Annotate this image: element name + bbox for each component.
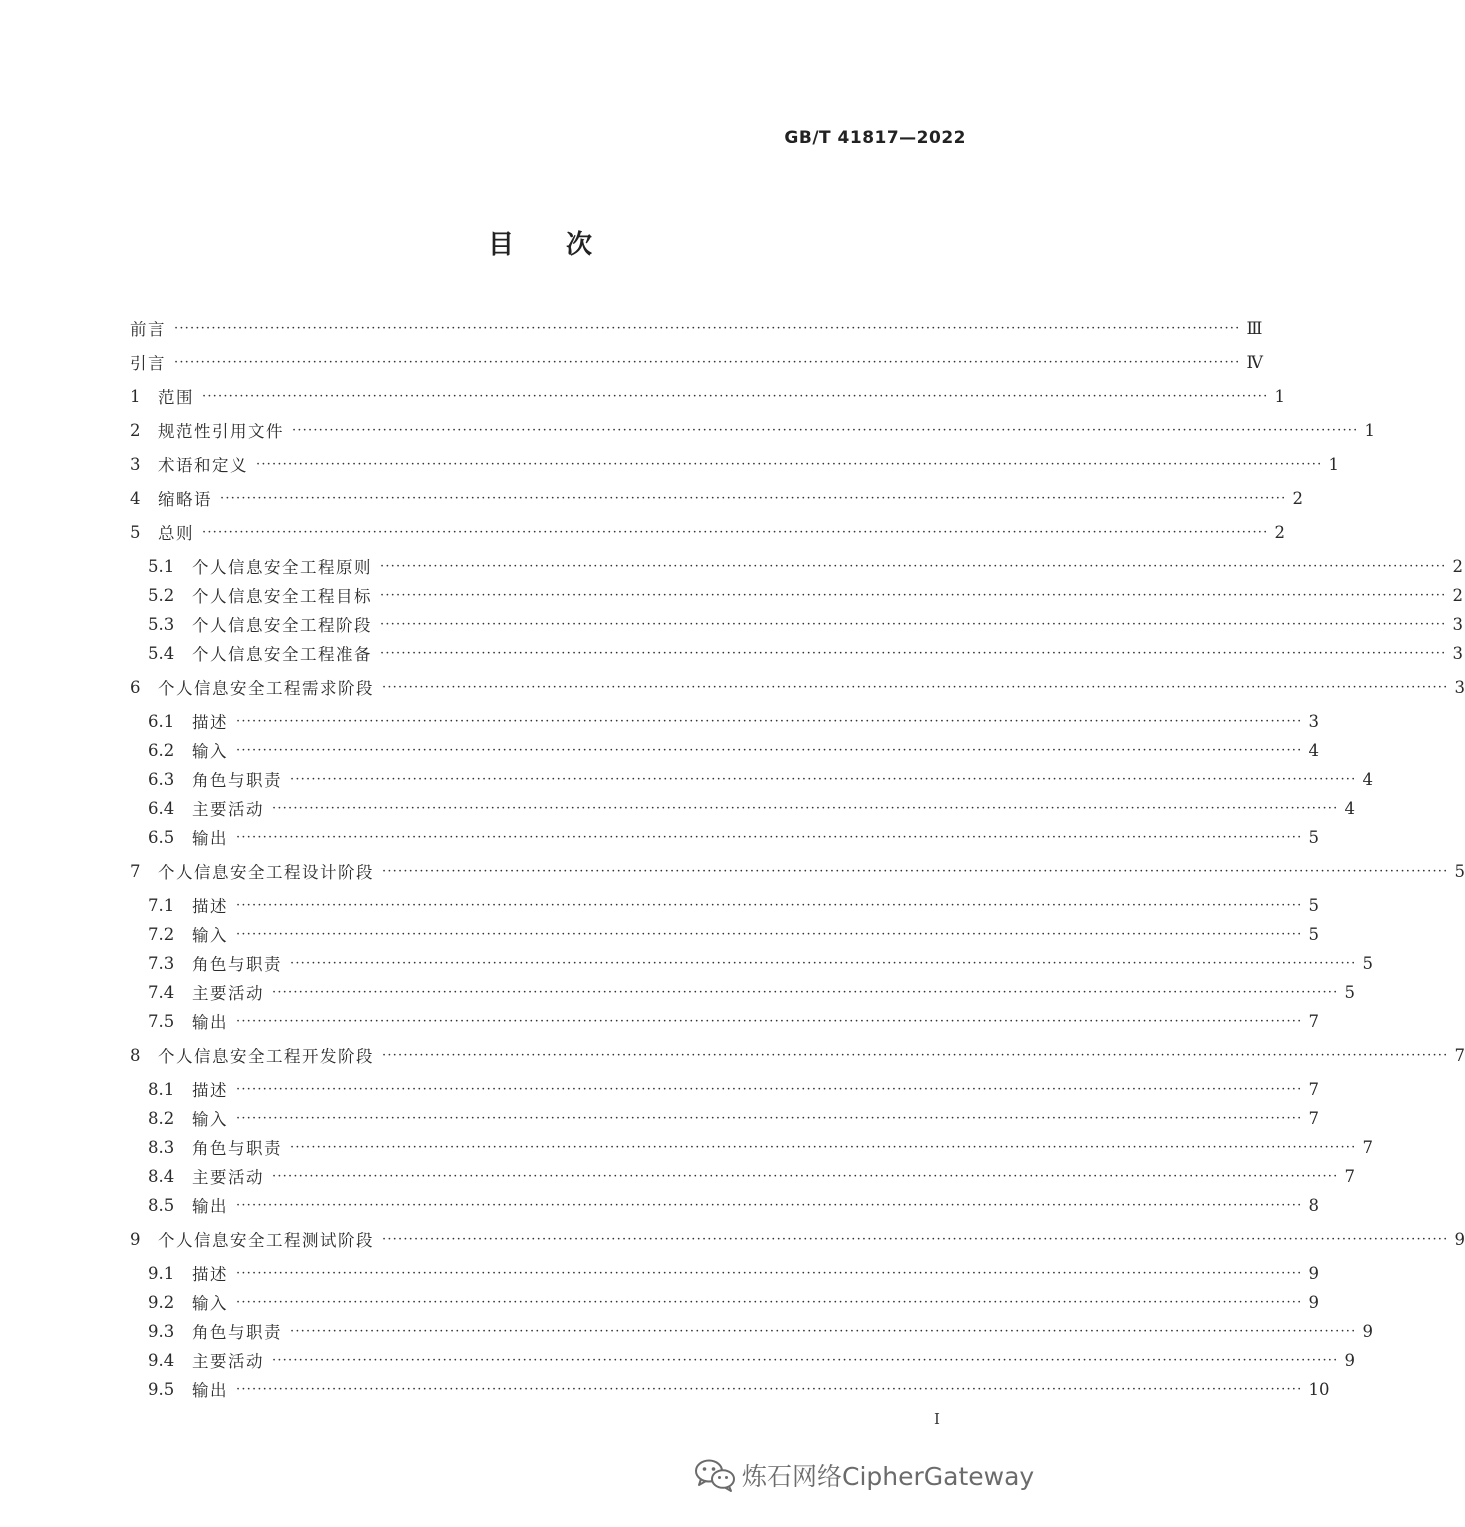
toc-entry[interactable] xyxy=(130,314,1263,342)
toc-leader-dots: ········································································································································································································ xyxy=(272,800,1339,816)
toc-entry-number: 4 xyxy=(130,488,141,508)
toc-entry-number: 6.2 xyxy=(148,740,175,760)
toc-leader-dots: ········································································································································································································ xyxy=(236,1294,1303,1310)
toc-leader-dots: ········································································································································································································ xyxy=(236,713,1303,729)
toc-entry-page: 1 xyxy=(1328,454,1339,474)
toc-entry-number: 7 xyxy=(130,861,141,881)
toc-leader-dots: ········································································································································································································ xyxy=(174,320,1241,336)
toc-entry[interactable] xyxy=(148,1288,1319,1316)
toc-leader-dots: ········································································································································································································ xyxy=(256,456,1323,472)
watermark xyxy=(694,1457,1034,1493)
toc-entry-page: 7 xyxy=(1308,1108,1319,1128)
toc-entry[interactable] xyxy=(148,707,1319,735)
toc-entry-label: 角色与职责 xyxy=(192,1139,282,1158)
toc-leader-dots: ········································································································································································································ xyxy=(290,1323,1357,1339)
toc-leader-dots: ········································································································································································································ xyxy=(220,490,1287,506)
toc-entry-label: 规范性引用文件 xyxy=(158,422,284,441)
toc-entry-label: 主要活动 xyxy=(192,800,264,819)
toc-entry[interactable] xyxy=(130,1041,1465,1069)
toc-leader-dots: ········································································································································································································ xyxy=(380,645,1447,661)
toc-leader-dots: ········································································································································································································ xyxy=(382,863,1449,879)
toc-entry-number: 9.1 xyxy=(148,1263,175,1283)
toc-entry-label: 输入 xyxy=(192,926,228,945)
toc-leader-dots: ········································································································································································································ xyxy=(382,1047,1449,1063)
toc-entry[interactable] xyxy=(148,891,1319,919)
toc-entry-number: 7.1 xyxy=(148,895,175,915)
toc-entry[interactable] xyxy=(148,949,1373,977)
toc-entry-page: 3 xyxy=(1452,614,1463,634)
toc-leader-dots: ········································································································································································································ xyxy=(290,955,1357,971)
toc-entry-number: 8.1 xyxy=(148,1079,175,1099)
toc-entry[interactable] xyxy=(148,1075,1319,1103)
toc-entry[interactable] xyxy=(148,1375,1330,1403)
toc-leader-dots: ········································································································································································································ xyxy=(236,1081,1303,1097)
toc-entry[interactable] xyxy=(130,857,1465,885)
toc-entry-page: 9 xyxy=(1344,1350,1355,1370)
toc-entry-page: Ⅳ xyxy=(1246,352,1263,372)
toc-entry-label: 主要活动 xyxy=(192,1352,264,1371)
toc-entry-page: 2 xyxy=(1292,488,1303,508)
toc-leader-dots: ········································································································································································································ xyxy=(292,422,1359,438)
toc-entry-label: 前言 xyxy=(130,320,166,339)
toc-entry-page: 3 xyxy=(1454,677,1465,697)
toc-entry-page: 7 xyxy=(1308,1011,1319,1031)
toc-entry[interactable] xyxy=(148,581,1463,609)
toc-entry[interactable] xyxy=(130,416,1375,444)
toc-leader-dots: ········································································································································································································ xyxy=(202,524,1269,540)
toc-leader-dots: ········································································································································································································ xyxy=(174,354,1241,370)
toc-entry-label: 引言 xyxy=(130,354,166,373)
toc-leader-dots: ········································································································································································································ xyxy=(202,388,1269,404)
toc-entry-label: 描述 xyxy=(192,897,228,916)
toc-entry-label: 角色与职责 xyxy=(192,771,282,790)
toc-entry-number: 6.5 xyxy=(148,827,175,847)
toc-entry-page: 9 xyxy=(1454,1229,1465,1249)
toc-entry-number: 9 xyxy=(130,1229,141,1249)
toc-entry-label: 缩略语 xyxy=(158,490,212,509)
toc-leader-dots: ········································································································································································································ xyxy=(380,616,1447,632)
toc-entry-number: 9.4 xyxy=(148,1350,175,1370)
toc-entry-label: 输入 xyxy=(192,1294,228,1313)
toc-entry-page: 4 xyxy=(1344,798,1355,818)
toc-entry-label: 个人信息安全工程原则 xyxy=(192,558,372,577)
toc-entry[interactable] xyxy=(130,382,1285,410)
toc-leader-dots: ········································································································································································································ xyxy=(236,897,1303,913)
toc-entry-number: 5.1 xyxy=(148,556,175,576)
toc-entry[interactable] xyxy=(148,823,1319,851)
toc-leader-dots: ········································································································································································································ xyxy=(236,1110,1303,1126)
toc-entry[interactable] xyxy=(148,1317,1373,1345)
toc-entry[interactable] xyxy=(130,673,1465,701)
toc-entry-number: 7.2 xyxy=(148,924,175,944)
toc-entry-page: 5 xyxy=(1308,895,1319,915)
toc-leader-dots: ········································································································································································································ xyxy=(236,1265,1303,1281)
toc-entry-number: 7.5 xyxy=(148,1011,175,1031)
toc-entry-number: 8.2 xyxy=(148,1108,175,1128)
toc-entry-number: 9.5 xyxy=(148,1379,175,1399)
toc-entry-label: 输出 xyxy=(192,829,228,848)
toc-leader-dots: ········································································································································································································ xyxy=(382,679,1449,695)
toc-entry-page: 7 xyxy=(1308,1079,1319,1099)
toc-entry-number: 5 xyxy=(130,522,141,542)
toc-entry-label: 术语和定义 xyxy=(158,456,248,475)
toc-entry-number: 9.2 xyxy=(148,1292,175,1312)
toc-entry-number: 1 xyxy=(130,386,141,406)
toc-entry-number: 5.3 xyxy=(148,614,175,634)
toc-entry-label: 输入 xyxy=(192,742,228,761)
toc-entry[interactable] xyxy=(130,484,1303,512)
toc-entry-number: 2 xyxy=(130,420,141,440)
toc-entry-label: 个人信息安全工程设计阶段 xyxy=(158,863,374,882)
standard-code: GB/T 41817—2022 xyxy=(784,128,966,148)
toc-leader-dots: ········································································································································································································ xyxy=(236,1197,1303,1213)
toc-entry[interactable] xyxy=(148,610,1463,638)
toc-entry-number: 8.5 xyxy=(148,1195,175,1215)
toc-entry-page: 5 xyxy=(1308,827,1319,847)
toc-entry-page: 5 xyxy=(1308,924,1319,944)
toc-entry-number: 8.3 xyxy=(148,1137,175,1157)
toc-entry-label: 描述 xyxy=(192,713,228,732)
toc-entry-page: 1 xyxy=(1364,420,1375,440)
toc-leader-dots: ········································································································································································································ xyxy=(380,558,1447,574)
toc-entry-label: 输出 xyxy=(192,1381,228,1400)
toc-entry[interactable] xyxy=(130,450,1339,478)
toc-entry-label: 个人信息安全工程目标 xyxy=(192,587,372,606)
toc-entry-number: 5.2 xyxy=(148,585,175,605)
toc-entry-label: 总则 xyxy=(158,524,194,543)
toc-leader-dots: ········································································································································································································ xyxy=(236,742,1303,758)
toc-leader-dots: ········································································································································································································ xyxy=(272,1168,1339,1184)
toc-entry[interactable] xyxy=(148,1007,1319,1035)
toc-entry[interactable] xyxy=(148,794,1355,822)
toc-entry-number: 6.4 xyxy=(148,798,175,818)
toc-entry-label: 个人信息安全工程准备 xyxy=(192,645,372,664)
toc-leader-dots: ········································································································································································································ xyxy=(236,1013,1303,1029)
toc-entry-number: 9.3 xyxy=(148,1321,175,1341)
wechat-icon xyxy=(694,1458,736,1492)
toc-entry[interactable] xyxy=(148,1133,1373,1161)
toc-entry-page: 1 xyxy=(1274,386,1285,406)
toc-entry-number: 8.4 xyxy=(148,1166,175,1186)
toc-entry-label: 角色与职责 xyxy=(192,1323,282,1342)
toc-entry[interactable] xyxy=(130,518,1285,546)
toc-entry[interactable] xyxy=(148,978,1355,1006)
toc-entry-label: 输出 xyxy=(192,1013,228,1032)
toc-entry-label: 个人信息安全工程开发阶段 xyxy=(158,1047,374,1066)
toc-leader-dots: ········································································································································································································ xyxy=(236,926,1303,942)
toc-entry-page: 5 xyxy=(1362,953,1373,973)
toc-entry[interactable] xyxy=(130,348,1263,376)
toc-entry[interactable] xyxy=(148,1259,1319,1287)
toc-entry-page: 9 xyxy=(1362,1321,1373,1341)
toc-entry-page: 8 xyxy=(1308,1195,1319,1215)
toc-entry-page: 7 xyxy=(1362,1137,1373,1157)
toc-leader-dots: ········································································································································································································ xyxy=(272,1352,1339,1368)
toc-entry-number: 6.1 xyxy=(148,711,175,731)
toc-leader-dots: ········································································································································································································ xyxy=(272,984,1339,1000)
toc-entry-label: 个人信息安全工程需求阶段 xyxy=(158,679,374,698)
toc-entry[interactable] xyxy=(148,1346,1355,1374)
toc-leader-dots: ········································································································································································································ xyxy=(236,1381,1303,1397)
toc-entry[interactable] xyxy=(148,736,1319,764)
toc-entry[interactable] xyxy=(148,920,1319,948)
toc-entry[interactable] xyxy=(148,552,1463,580)
toc-entry-page: 2 xyxy=(1452,556,1463,576)
toc-leader-dots: ········································································································································································································ xyxy=(290,771,1357,787)
toc-entry-number: 6 xyxy=(130,677,141,697)
toc-entry-page: 9 xyxy=(1308,1292,1319,1312)
toc-entry-label: 描述 xyxy=(192,1265,228,1284)
toc-leader-dots: ········································································································································································································ xyxy=(382,1231,1449,1247)
toc-leader-dots: ········································································································································································································ xyxy=(380,587,1447,603)
toc-entry-number: 3 xyxy=(130,454,141,474)
toc-entry[interactable] xyxy=(148,765,1373,793)
toc-entry-number: 5.4 xyxy=(148,643,175,663)
toc-entry-page: 2 xyxy=(1274,522,1285,542)
toc-entry-page: Ⅲ xyxy=(1246,318,1263,338)
toc-entry-page: 3 xyxy=(1308,711,1319,731)
toc-entry-page: 5 xyxy=(1344,982,1355,1002)
toc-entry[interactable] xyxy=(148,1104,1319,1132)
toc-entry-number: 7.3 xyxy=(148,953,175,973)
toc-entry-page: 2 xyxy=(1452,585,1463,605)
toc-entry-page: 9 xyxy=(1308,1263,1319,1283)
toc-entry-number: 8 xyxy=(130,1045,141,1065)
toc-leader-dots: ········································································································································································································ xyxy=(290,1139,1357,1155)
toc-entry[interactable] xyxy=(130,1225,1465,1253)
toc-entry-label: 个人信息安全工程阶段 xyxy=(192,616,372,635)
toc-entry-number: 7.4 xyxy=(148,982,175,1002)
toc-entry-page: 4 xyxy=(1362,769,1373,789)
toc-entry-label: 输出 xyxy=(192,1197,228,1216)
toc-entry-page: 10 xyxy=(1308,1379,1330,1399)
toc-entry-number: 6.3 xyxy=(148,769,175,789)
toc-entry-label: 主要活动 xyxy=(192,984,264,1003)
page-title: 目次 xyxy=(487,230,644,260)
toc-entry-label: 输入 xyxy=(192,1110,228,1129)
watermark-text: 炼石网络CipherGateway xyxy=(742,1462,1035,1491)
toc-entry-page: 7 xyxy=(1454,1045,1465,1065)
toc-leader-dots: ········································································································································································································ xyxy=(236,829,1303,845)
toc-entry[interactable] xyxy=(148,1162,1355,1190)
toc-entry-page: 5 xyxy=(1454,861,1465,881)
toc-entry[interactable] xyxy=(148,639,1463,667)
toc-entry-label: 主要活动 xyxy=(192,1168,264,1187)
toc-entry-page: 4 xyxy=(1308,740,1319,760)
toc-entry-label: 描述 xyxy=(192,1081,228,1100)
toc-entry-label: 范围 xyxy=(158,388,194,407)
toc-entry-page: 3 xyxy=(1452,643,1463,663)
page-number: I xyxy=(934,1410,940,1428)
toc-entry[interactable] xyxy=(148,1191,1319,1219)
toc-entry-page: 7 xyxy=(1344,1166,1355,1186)
toc-entry-label: 角色与职责 xyxy=(192,955,282,974)
toc-entry-label: 个人信息安全工程测试阶段 xyxy=(158,1231,374,1250)
